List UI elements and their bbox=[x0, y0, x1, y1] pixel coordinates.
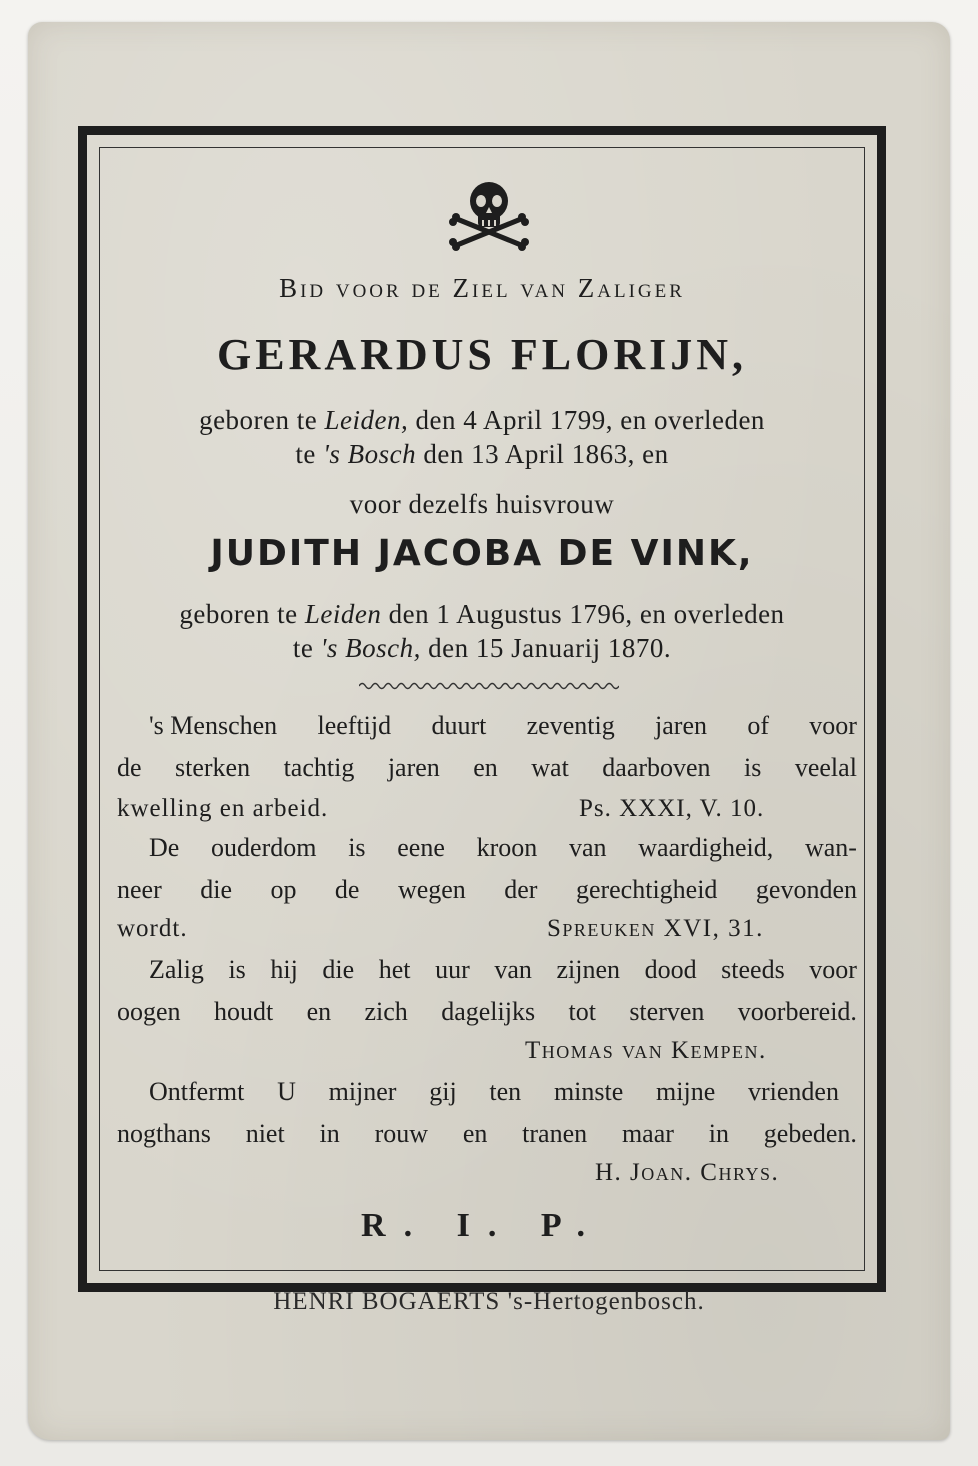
word: van bbox=[568, 833, 607, 862]
word: is bbox=[744, 753, 762, 782]
word: neer bbox=[117, 875, 162, 904]
word: gerechtigheid bbox=[575, 875, 718, 904]
birth-death-line-1 bbox=[87, 405, 877, 436]
word: voor bbox=[809, 711, 857, 740]
word: waardigheid, bbox=[638, 833, 774, 862]
word: die bbox=[200, 875, 232, 904]
word: het bbox=[378, 955, 411, 984]
word: in bbox=[708, 1119, 729, 1148]
deceased-name-1: GERARDUS FLORIJN, bbox=[216, 330, 748, 379]
word: voorbereid. bbox=[737, 997, 857, 1026]
word: kroon bbox=[476, 833, 538, 862]
word: wegen bbox=[397, 875, 466, 904]
quote-1-line-1 bbox=[149, 711, 857, 741]
word: nogthans bbox=[117, 1119, 211, 1148]
connector-text: voor dezelfs huisvrouw bbox=[349, 489, 615, 519]
word: gevonden bbox=[755, 875, 857, 904]
memorial-card bbox=[28, 22, 950, 1440]
word: mijner bbox=[328, 1077, 397, 1106]
word: tot bbox=[568, 997, 596, 1026]
deceased-name-2: JUDITH JACOBA DE VINK, bbox=[210, 533, 754, 574]
place-name: Leiden, bbox=[324, 405, 409, 435]
word: jaren bbox=[387, 753, 440, 782]
skull-crossbones-icon bbox=[449, 179, 529, 251]
word: houdt bbox=[213, 997, 274, 1026]
wavy-divider bbox=[359, 681, 619, 691]
word: op bbox=[270, 875, 297, 904]
word: eene bbox=[397, 833, 445, 862]
prayer-heading: Bid voor de Ziel van Zaliger bbox=[279, 273, 685, 303]
rip-closing: R. I. P. bbox=[361, 1207, 603, 1244]
word: en bbox=[462, 1119, 488, 1148]
text-fragment: den 1 Augustus 1796, en overleden bbox=[388, 599, 785, 629]
word: sterven bbox=[629, 997, 705, 1026]
text-fragment: te bbox=[295, 439, 316, 469]
word: de bbox=[117, 753, 142, 782]
quote-4-line-2 bbox=[117, 1119, 857, 1149]
word: wat bbox=[531, 753, 569, 782]
word: de bbox=[334, 875, 360, 904]
word: tranen bbox=[522, 1119, 588, 1148]
word: sterken bbox=[175, 753, 251, 782]
place-name: 's Bosch, bbox=[320, 633, 421, 663]
word: Zalig bbox=[149, 955, 204, 984]
word: 's Menschen bbox=[149, 711, 278, 740]
word: en bbox=[306, 997, 332, 1026]
birth-death-line-4 bbox=[87, 633, 877, 664]
word: ouderdom bbox=[211, 833, 317, 862]
word: is bbox=[228, 955, 246, 984]
quote-2-source: Spreuken XVI, 31. bbox=[547, 915, 764, 942]
text-fragment: geboren te bbox=[179, 599, 298, 629]
word: gebeden. bbox=[763, 1119, 857, 1148]
word: tachtig bbox=[283, 753, 355, 782]
word: dagelijks bbox=[441, 997, 536, 1026]
text-fragment: geboren te bbox=[199, 405, 318, 435]
quote-4-source: H. Joan. Chrys. bbox=[595, 1159, 780, 1186]
word: voor bbox=[809, 955, 857, 984]
word: of bbox=[747, 711, 769, 740]
birth-death-line-2 bbox=[87, 439, 877, 470]
quote-3-line-1 bbox=[149, 955, 857, 985]
word: minste bbox=[553, 1077, 624, 1106]
quote-2-line-2 bbox=[117, 875, 857, 905]
word: maar bbox=[621, 1119, 674, 1148]
card-content bbox=[87, 135, 877, 1283]
word: der bbox=[504, 875, 538, 904]
word: vrienden bbox=[748, 1077, 839, 1106]
quote-4-line-1 bbox=[149, 1077, 839, 1107]
word: veelal bbox=[794, 753, 857, 782]
word: mijne bbox=[656, 1077, 716, 1106]
word: die bbox=[322, 955, 355, 984]
quote-1-source: Ps. XXXI, V. 10. bbox=[579, 795, 765, 822]
word: gij bbox=[429, 1077, 457, 1106]
word: oogen bbox=[117, 997, 181, 1026]
text-fragment: te bbox=[292, 633, 314, 663]
word: van bbox=[494, 955, 532, 984]
word: wan- bbox=[804, 833, 857, 862]
printer-imprint: HENRI BOGAERTS 's-Hertogenbosch. bbox=[273, 1288, 705, 1315]
quote-3-source: Thomas van Kempen. bbox=[525, 1037, 767, 1064]
quote-2-line-1 bbox=[149, 833, 857, 863]
word: en bbox=[473, 753, 498, 782]
word: jaren bbox=[655, 711, 707, 740]
word: leeftijd bbox=[317, 711, 392, 740]
place-name: 's Bosch bbox=[323, 439, 417, 469]
text-fragment: den 4 April 1799, en overleden bbox=[415, 405, 765, 435]
word: Ontfermt bbox=[149, 1077, 245, 1106]
word: U bbox=[277, 1077, 296, 1106]
word: steeds bbox=[721, 955, 785, 984]
word: in bbox=[319, 1119, 340, 1148]
word: is bbox=[348, 833, 366, 862]
word: De bbox=[149, 833, 180, 862]
quote-3-line-2 bbox=[117, 997, 857, 1027]
word: duurt bbox=[431, 711, 487, 740]
text-fragment: den 15 Januarij 1870. bbox=[428, 633, 672, 663]
word: ten bbox=[489, 1077, 522, 1106]
place-name: Leiden bbox=[304, 599, 382, 629]
word: daarboven bbox=[602, 753, 711, 782]
word: rouw bbox=[374, 1119, 428, 1148]
word: hij bbox=[270, 955, 298, 984]
quote-1-line-2 bbox=[117, 753, 857, 783]
word: dood bbox=[644, 955, 697, 984]
word: zeventig bbox=[526, 711, 615, 740]
word: niet bbox=[245, 1119, 285, 1148]
quote-1-line-3: kwelling en arbeid. bbox=[117, 795, 329, 822]
word: uur bbox=[435, 955, 470, 984]
text-fragment: den 13 April 1863, en bbox=[423, 439, 669, 469]
birth-death-line-3 bbox=[87, 599, 877, 630]
word: zijnen bbox=[556, 955, 620, 984]
word: zich bbox=[364, 997, 408, 1026]
mourning-border bbox=[78, 126, 886, 1292]
quote-2-line-3: wordt. bbox=[117, 915, 188, 942]
